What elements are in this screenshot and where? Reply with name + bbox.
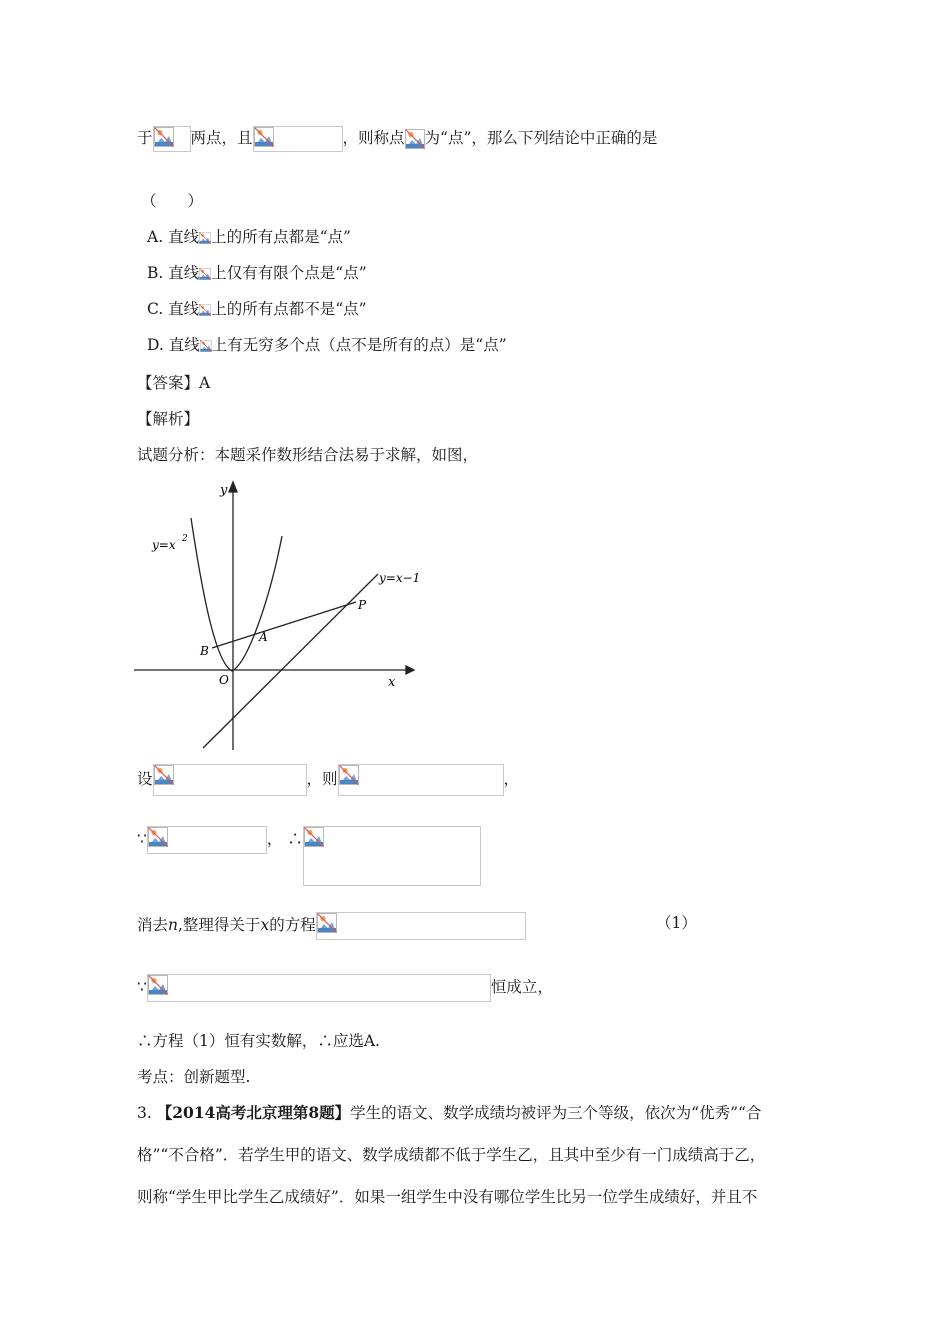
formula-image-placeholder	[303, 826, 481, 886]
question-3-line-2: 格”“不合格”．若学生甲的语文、数学成绩都不低于学生乙，且其中至少有一门成绩高于乙，	[137, 1146, 766, 1164]
equation-number: （1）	[656, 914, 697, 932]
solution-text: 的方程	[269, 916, 316, 934]
broken-image-icon	[154, 765, 174, 785]
formula-image-placeholder	[316, 912, 526, 940]
because-symbol: ∵	[137, 978, 147, 996]
solution-conclusion: ∴方程（1）恒有实数解，∴应选A.	[137, 1032, 380, 1050]
formula-image-placeholder	[253, 126, 343, 152]
broken-image-icon	[199, 228, 211, 248]
option-text: 上的所有点都是“点”	[211, 228, 351, 246]
solution-discriminant-line	[137, 974, 553, 1002]
y-axis-label: y	[220, 483, 228, 498]
answer-line	[137, 372, 210, 394]
solution-text: ,整理得关于	[178, 916, 261, 934]
solution-text: ，	[266, 830, 283, 848]
broken-image-icon	[317, 913, 337, 933]
option-d	[147, 334, 507, 356]
formula-image-placeholder	[338, 764, 504, 796]
option-c	[147, 298, 367, 320]
line-label: y=x−1	[379, 571, 420, 585]
question-3-line-3: 则称“学生甲比学生乙成绩好”．如果一组学生中没有哪位学生比另一位学生成绩好，并且不	[137, 1188, 758, 1206]
option-label: B.	[147, 264, 164, 282]
point-p-label: P	[358, 598, 367, 612]
broken-image-icon	[148, 975, 168, 995]
analysis-intro: 试题分析：本题采作数形结合法易于求解，如图，	[137, 446, 479, 464]
stem-text-1: 于	[137, 129, 153, 147]
option-text: 上仅有有限个点是“点”	[211, 264, 367, 282]
solution-text: 恒成立，	[490, 978, 553, 996]
point-b-label: B	[200, 644, 209, 658]
option-text: 直线	[168, 336, 200, 354]
stem-text-4: 为“点”，那么下列结论中正确的是	[424, 129, 658, 147]
solution-text: ，则	[306, 770, 338, 788]
formula-image-placeholder	[153, 126, 191, 152]
broken-image-icon	[254, 127, 274, 147]
option-text: 直线	[168, 264, 200, 282]
solution-set-line	[137, 764, 519, 796]
formula-image-placeholder	[147, 974, 491, 1002]
because-symbol: ∵	[137, 830, 147, 848]
broken-image-icon	[154, 127, 174, 147]
formula-image-placeholder	[147, 826, 267, 854]
broken-image-icon	[304, 827, 324, 847]
formula-image-placeholder	[153, 764, 307, 796]
x-axis-arrow	[406, 666, 414, 674]
therefore-symbol: ∴	[287, 830, 303, 848]
question-stem	[137, 126, 657, 152]
option-label: A.	[147, 228, 164, 246]
answer-value: A	[199, 374, 211, 392]
solution-eliminate-line	[137, 912, 526, 940]
keypoint: 考点：创新题型.	[137, 1068, 251, 1086]
parabola-exponent: 2	[182, 534, 188, 544]
origin-label: O	[219, 673, 229, 687]
question-number: 3.	[137, 1104, 152, 1122]
broken-image-icon	[339, 765, 359, 785]
parabola-label: y=x	[152, 538, 176, 552]
x-axis-label: x	[388, 675, 396, 690]
solution-because-line	[137, 826, 481, 886]
option-text: 直线	[168, 228, 200, 246]
option-a	[147, 226, 351, 248]
option-label: D.	[147, 336, 164, 354]
parabola-line-figure	[130, 478, 420, 753]
question-text: 学生的语文、数学成绩均被评为三个等级，依次为“优秀”“合	[350, 1104, 762, 1122]
point-a-label: A	[259, 630, 268, 644]
stem-text-2: 两点，且	[190, 129, 253, 147]
answer-paren: （ ）	[141, 192, 204, 210]
question-source: 【2014高考北京理第8题】	[156, 1103, 351, 1122]
broken-image-icon	[200, 336, 212, 356]
broken-image-icon	[148, 827, 168, 847]
answer-tag: 【答案】	[137, 374, 200, 392]
option-text: 直线	[168, 300, 200, 318]
option-label: C.	[147, 300, 164, 318]
broken-image-icon	[199, 300, 211, 320]
variable-x: x	[260, 916, 270, 934]
broken-image-icon	[405, 129, 425, 149]
analysis-tag: 【解析】	[137, 410, 200, 428]
line-y-x-minus-1	[203, 574, 378, 748]
option-text: 上的所有点都不是“点”	[211, 300, 367, 318]
stem-text-3: ，则称点	[342, 129, 405, 147]
broken-image-icon	[199, 264, 211, 284]
solution-text: 消去	[137, 916, 169, 934]
question-3-line-1	[137, 1102, 761, 1124]
option-b	[147, 262, 367, 284]
option-text: 上有无穷多个点（点不是所有的点）是“点”	[211, 336, 507, 354]
solution-text: ，	[503, 770, 520, 788]
solution-text: 设	[137, 770, 153, 788]
variable-n: n	[168, 916, 178, 934]
y-axis-arrow	[229, 482, 237, 492]
